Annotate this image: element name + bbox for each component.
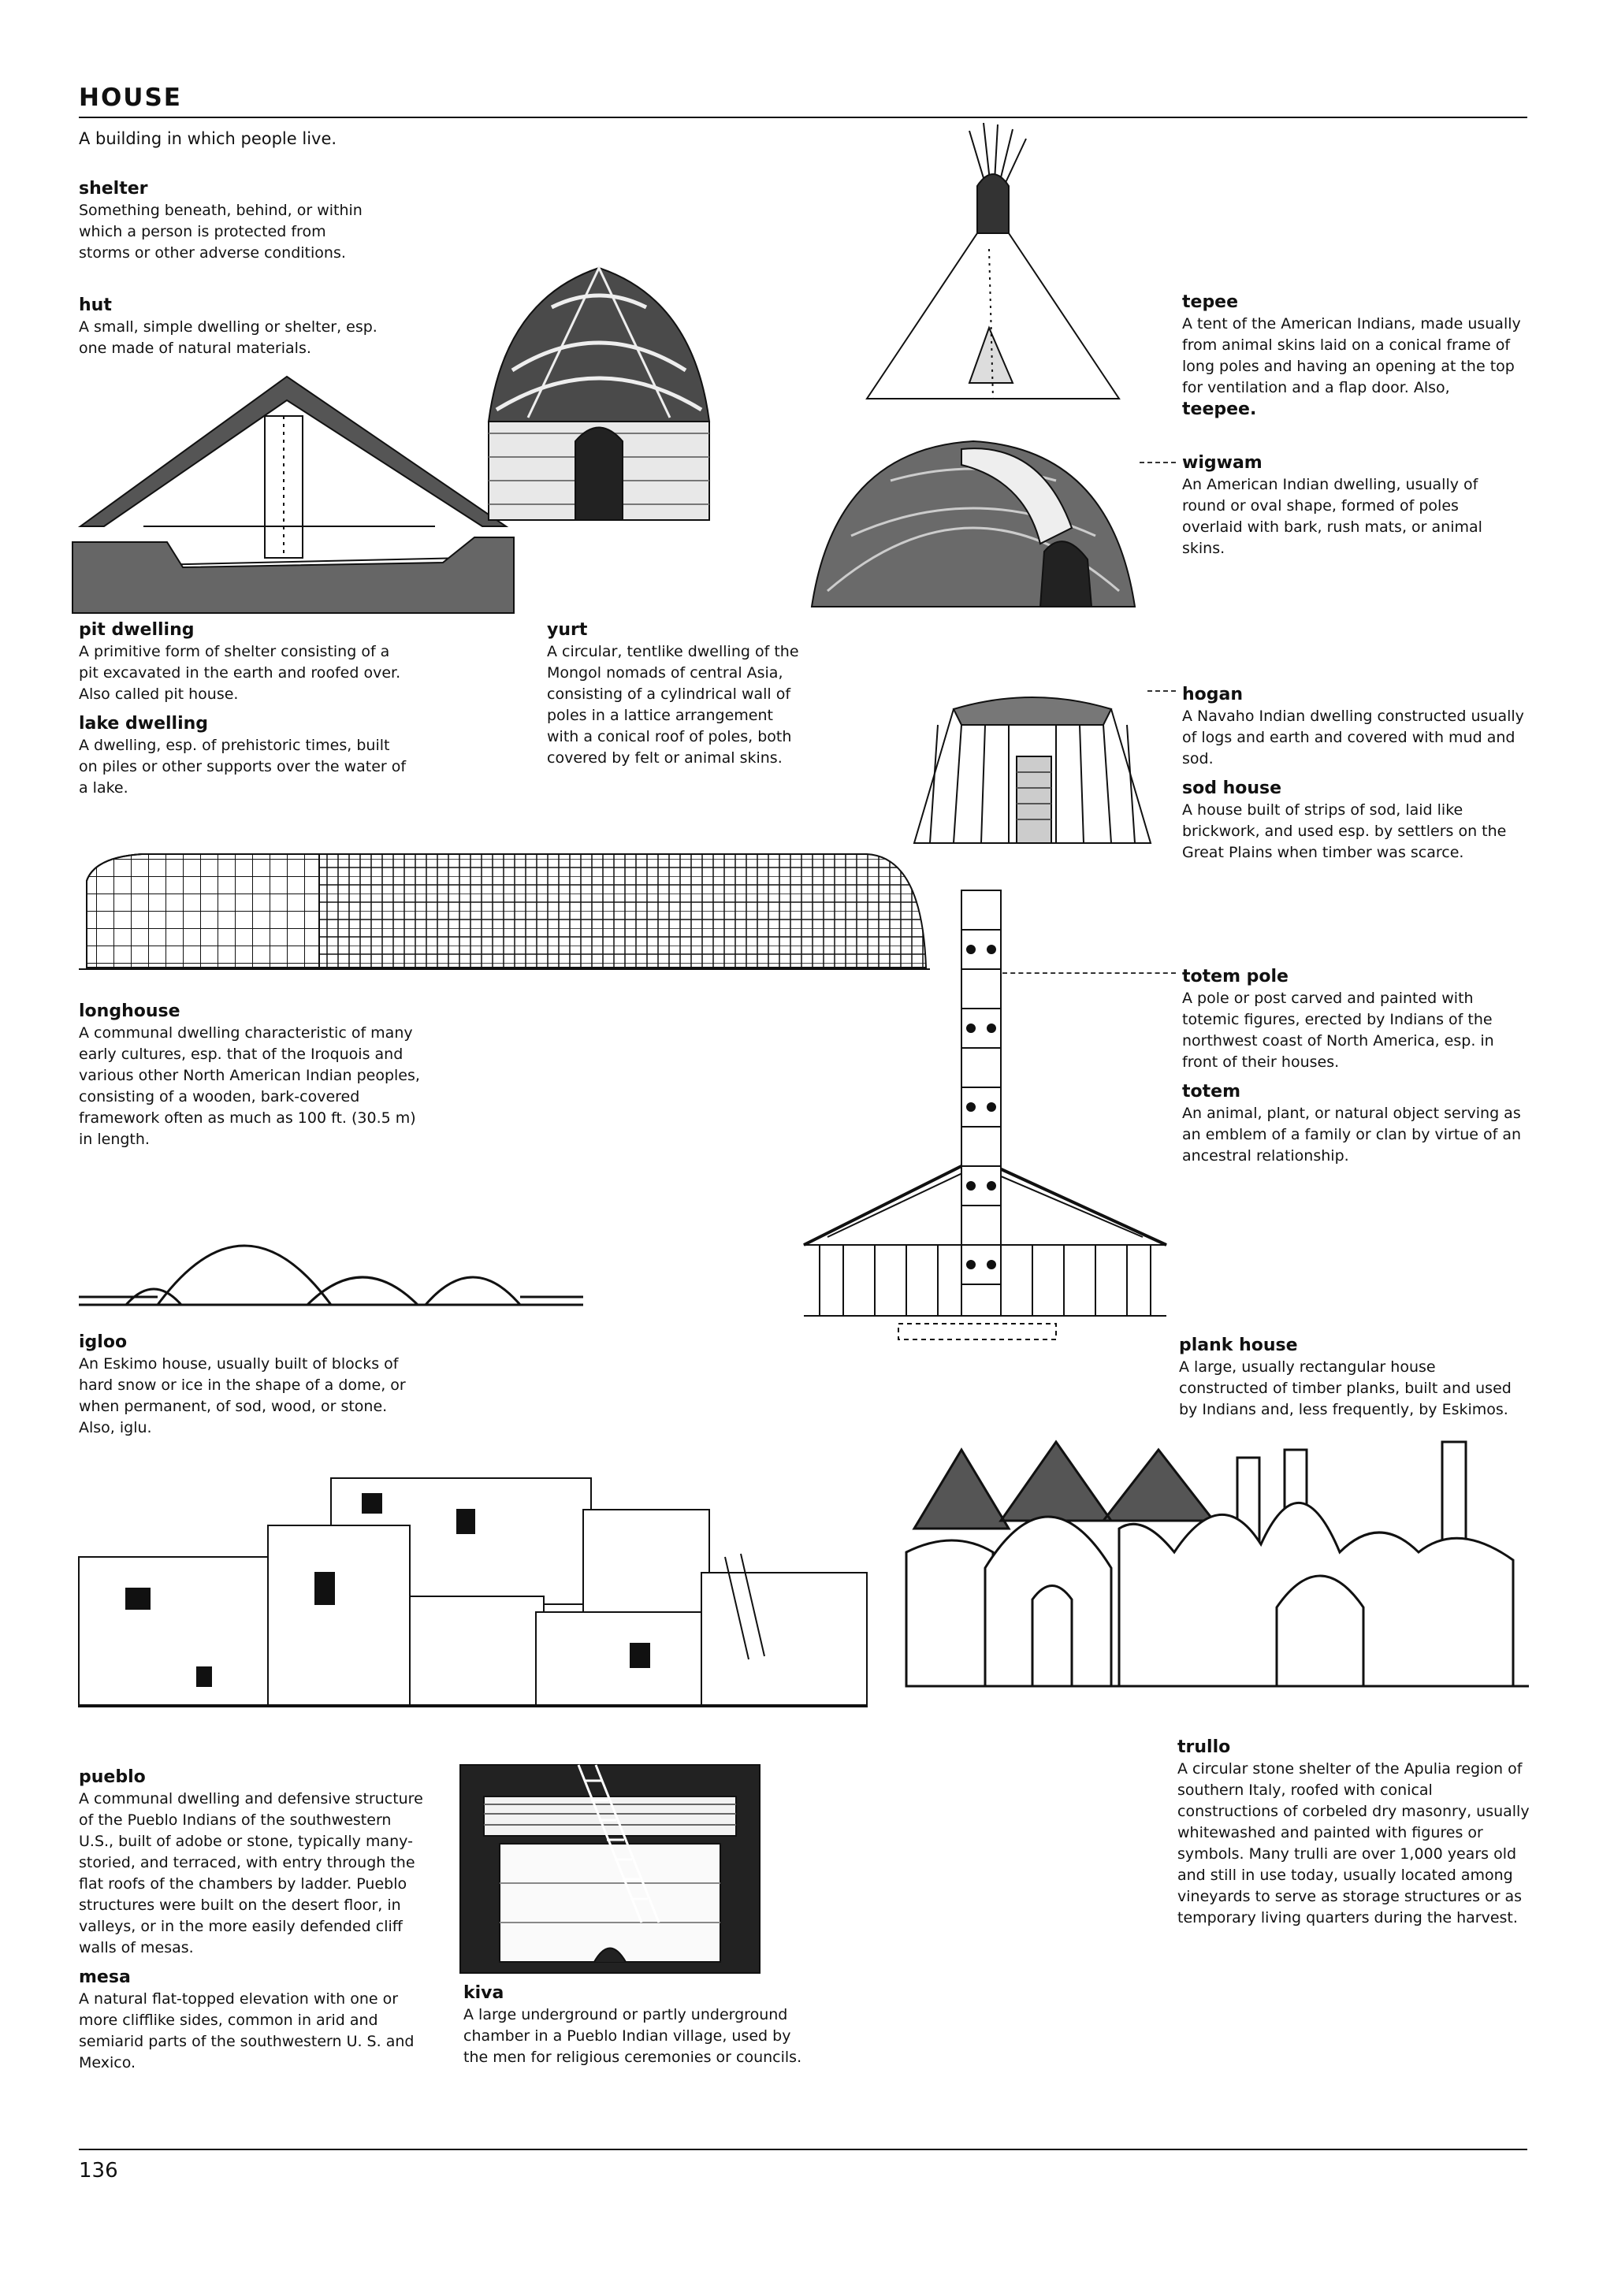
page-title: HOUSE bbox=[79, 84, 182, 112]
definition-trullo: A circular stone shelter of the Apulia region of southern Italy, roofed with conical constructions of corbeled dry masonry, usually whitewashed and painted with figures or symbols. Many trulli are over 1,000 years old and still in use today, usually located among vineyards to serve as storage structures or as temporary living quarters during the harvest. bbox=[1177, 1760, 1530, 1926]
term-trullo: trullo bbox=[1177, 1737, 1231, 1757]
totem-pole-and-plank-house-illustration bbox=[796, 882, 1174, 1355]
definition-kiva: A large underground or partly underground chamber in a Pueblo Indian village, used by the men for religious ceremonies or councils. bbox=[463, 2006, 802, 2066]
trullo-illustration bbox=[906, 1434, 1529, 1694]
page-number: 136 bbox=[79, 2159, 118, 2183]
term-teepee-alt: teepee. bbox=[1182, 399, 1257, 419]
tepee-illustration bbox=[851, 115, 1135, 414]
term-igloo: igloo bbox=[79, 1332, 128, 1352]
wigwam-leader-line bbox=[1140, 462, 1176, 463]
entry-hut bbox=[79, 295, 378, 367]
kiva-illustration bbox=[460, 1765, 760, 1973]
entry-longhouse bbox=[79, 1001, 426, 1158]
pueblo-illustration bbox=[79, 1462, 867, 1707]
entry-kiva bbox=[463, 1982, 810, 2076]
definition-sod-house: A house built of strips of sod, laid like brickwork, and used esp. by settlers on the Great Plains when timber was scarce. bbox=[1182, 801, 1507, 861]
term-kiva: kiva bbox=[463, 1983, 504, 2003]
definition-totem: An animal, plant, or natural object serving as an emblem of a family or clan by virtue of an ancestral relationship. bbox=[1182, 1105, 1522, 1165]
term-pit-dwelling: pit dwelling bbox=[79, 620, 195, 640]
definition-plank-house: A large, usually rectangular house constructed of timber planks, built and used by Indians and, less frequently, by Eskimos. bbox=[1179, 1358, 1512, 1418]
definition-hogan: A Navaho Indian dwelling constructed usually of logs and earth and covered with mud and sod. bbox=[1182, 708, 1524, 767]
entry-trullo bbox=[1177, 1737, 1532, 1937]
term-hut: hut bbox=[79, 295, 112, 315]
bottom-rule bbox=[79, 2149, 1527, 2150]
entry-pueblo bbox=[79, 1767, 426, 2082]
definition-totem-pole: A pole or post carved and painted with totemic figures, erected by Indians of the northwest coast of North America, esp. in front of their houses. bbox=[1182, 990, 1494, 1071]
term-totem: totem bbox=[1182, 1082, 1240, 1102]
yurt-illustration bbox=[481, 252, 717, 552]
entry-yurt bbox=[547, 619, 804, 777]
hogan-leader-line bbox=[1147, 690, 1176, 692]
term-shelter: shelter bbox=[79, 179, 148, 199]
igloo-illustration bbox=[79, 1210, 583, 1321]
entry-shelter bbox=[79, 178, 363, 272]
term-lake-dwelling: lake dwelling bbox=[79, 714, 209, 734]
term-sod-house: sod house bbox=[1182, 778, 1282, 798]
pit-dwelling-illustration bbox=[73, 361, 514, 613]
definition-shelter: Something beneath, behind, or within which a person is protected from storms or other adverse conditions. bbox=[79, 202, 363, 262]
term-pueblo: pueblo bbox=[79, 1767, 146, 1787]
entry-hogan bbox=[1182, 684, 1529, 871]
term-mesa: mesa bbox=[79, 1967, 131, 1987]
term-yurt: yurt bbox=[547, 620, 588, 640]
definition-longhouse: A communal dwelling characteristic of many early cultures, esp. that of the Iroquois and various other North American Indian peoples, consisting of a wooden, bark-covered framework often as much as 100 ft. (30.5 m) in length. bbox=[79, 1024, 420, 1148]
definition-mesa: A natural flat-topped elevation with one or more clifflike sides, common in arid and semiarid parts of the southwestern U. S. and Mexico. bbox=[79, 1990, 415, 2071]
totem-pole-leader-line bbox=[1002, 972, 1176, 974]
definition-yurt: A circular, tentlike dwelling of the Mongol nomads of central Asia, consisting of a cylindrical wall of poles in a lattice arrangement with a conical roof of poles, both covered by felt or animal skins. bbox=[547, 643, 799, 767]
entry-wigwam bbox=[1182, 452, 1513, 567]
term-hogan: hogan bbox=[1182, 685, 1244, 704]
definition-wigwam: An American Indian dwelling, usually of round or oval shape, formed of poles overlaid with bark, rush mats, or animal skins. bbox=[1182, 476, 1482, 557]
entry-totem-pole bbox=[1182, 966, 1529, 1175]
definition-tepee: A tent of the American Indians, made usually from animal skins laid on a conical frame of long poles and having an opening at the top for ventilation and a flap door. Also, bbox=[1182, 315, 1521, 396]
definition-hut: A small, simple dwelling or shelter, esp. one made of natural materials. bbox=[79, 318, 377, 357]
entry-pit-dwelling bbox=[79, 619, 410, 807]
definition-pueblo: A communal dwelling and defensive structure of the Pueblo Indians of the southwestern U.S., built of adobe or stone, typically many-storied, and terraced, with entry through the flat roofs of the chambers by ladder. Pueblo structures were built on the desert floor, in valleys, or in the more easily defended cliff walls of mesas. bbox=[79, 1790, 423, 1956]
page-subtitle: A building in which people live. bbox=[79, 129, 337, 148]
definition-lake-dwelling: A dwelling, esp. of prehistoric times, built on piles or other supports over the water of a lake. bbox=[79, 737, 407, 797]
entry-tepee bbox=[1182, 292, 1529, 429]
term-totem-pole: totem pole bbox=[1182, 967, 1289, 986]
title-rule bbox=[79, 117, 1527, 118]
term-tepee: tepee bbox=[1182, 292, 1239, 312]
wigwam-illustration bbox=[804, 433, 1143, 615]
hogan-illustration bbox=[906, 693, 1158, 851]
definition-pit-dwelling: A primitive form of shelter consisting of a pit excavated in the earth and roofed over. Also called pit house. bbox=[79, 643, 401, 703]
definition-igloo: An Eskimo house, usually built of blocks of hard snow or ice in the shape of a dome, or when permanent, of sod, wood, or stone. Also, iglu. bbox=[79, 1355, 406, 1436]
entry-plank-house bbox=[1179, 1335, 1518, 1428]
term-longhouse: longhouse bbox=[79, 1001, 180, 1021]
term-plank-house: plank house bbox=[1179, 1336, 1298, 1355]
term-wigwam: wigwam bbox=[1182, 453, 1263, 473]
entry-igloo bbox=[79, 1332, 410, 1447]
